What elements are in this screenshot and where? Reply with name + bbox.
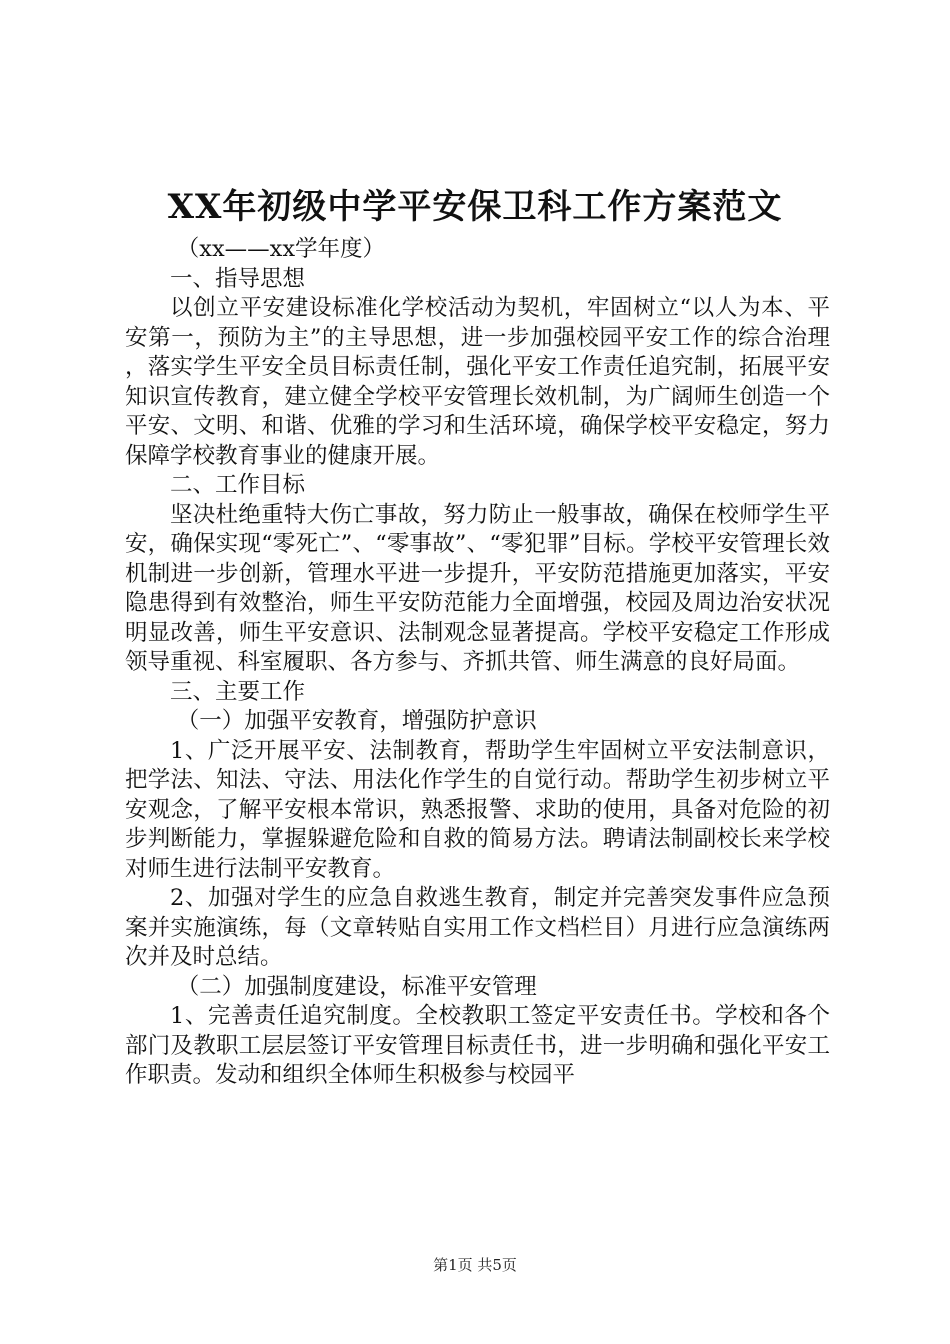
document-body: [125, 235, 830, 1091]
section-heading-guiding-thought: 一、指导思想: [170, 265, 306, 292]
paragraph-responsibility: 1、完善责任追究制度。全校教职工签定平安责任书。学校和各个部门及教职工层层签订平安管理目标责任书，进一步明确和强化平安工作职责。发动和组织全体师生积极参与校园平: [125, 1003, 830, 1088]
page-footer: 第1页 共5页: [433, 1256, 517, 1274]
school-year-note: （xx——xx学年度）: [176, 236, 386, 262]
section-heading-work-goals: 二、工作目标: [170, 472, 306, 498]
subheading-system-building: （二）加强制度建设，标准平安管理: [176, 973, 537, 1000]
paragraph-work-goals: 坚决杜绝重特大伤亡事故，努力防止一般事故，确保在校师学生平安，确保实现“零死亡”、“零事故”、“零犯罪”目标。学校平安管理长效机制进一步创新，管理水平进一步提升，平安防范措施更加落实，平安隐患得到有效整治，师生平安防范能力全面增强，校园及周边治安状况明显改善，师生平安意识、法制观念显著提高。学校平安稳定工作形成领导重视、科室履职、各方参与、齐抓共管、师生满意的良好局面。: [125, 501, 830, 675]
paragraph-guiding-thought: 以创立平安建设标准化学校活动为契机，牢固树立“以人为本、平安第一，预防为主”的主导思想，进一步加强校园平安工作的综合治理，落实学生平安全员目标责任制，强化平安工作责任追究制，拓展平安知识宣传教育，建立健全学校平安管理长效机制，为广阔师生创造一个平安、文明、和谐、优雅的学习和生活环境，确保学校平安稳定，努力保障学校教育事业的健康开展。: [125, 295, 830, 469]
document-title: XX年初级中学平安保卫科工作方案范文: [167, 187, 783, 227]
paragraph-item-1: 1、广泛开展平安、法制教育，帮助学生牢固树立平安法制意识，把学法、知法、守法、用法化作学生的自觉行动。帮助学生初步树立平安观念，了解平安根本常识，熟悉报警、求助的使用，具备对危险的初步判断能力，掌握躲避危险和自救的简易方法。聘请法制副校长来学校对师生进行法制平安教育。: [125, 737, 830, 882]
subheading-safety-education: （一）加强平安教育，增强防护意识: [176, 708, 537, 734]
paragraph-item-2: 2、加强对学生的应急自救逃生教育，制定并完善突发事件应急预案并实施演练，每（文章转贴自实用工作文档栏目）月进行应急演练两次并及时总结。: [125, 885, 830, 970]
section-heading-main-work: 三、主要工作: [170, 678, 306, 705]
